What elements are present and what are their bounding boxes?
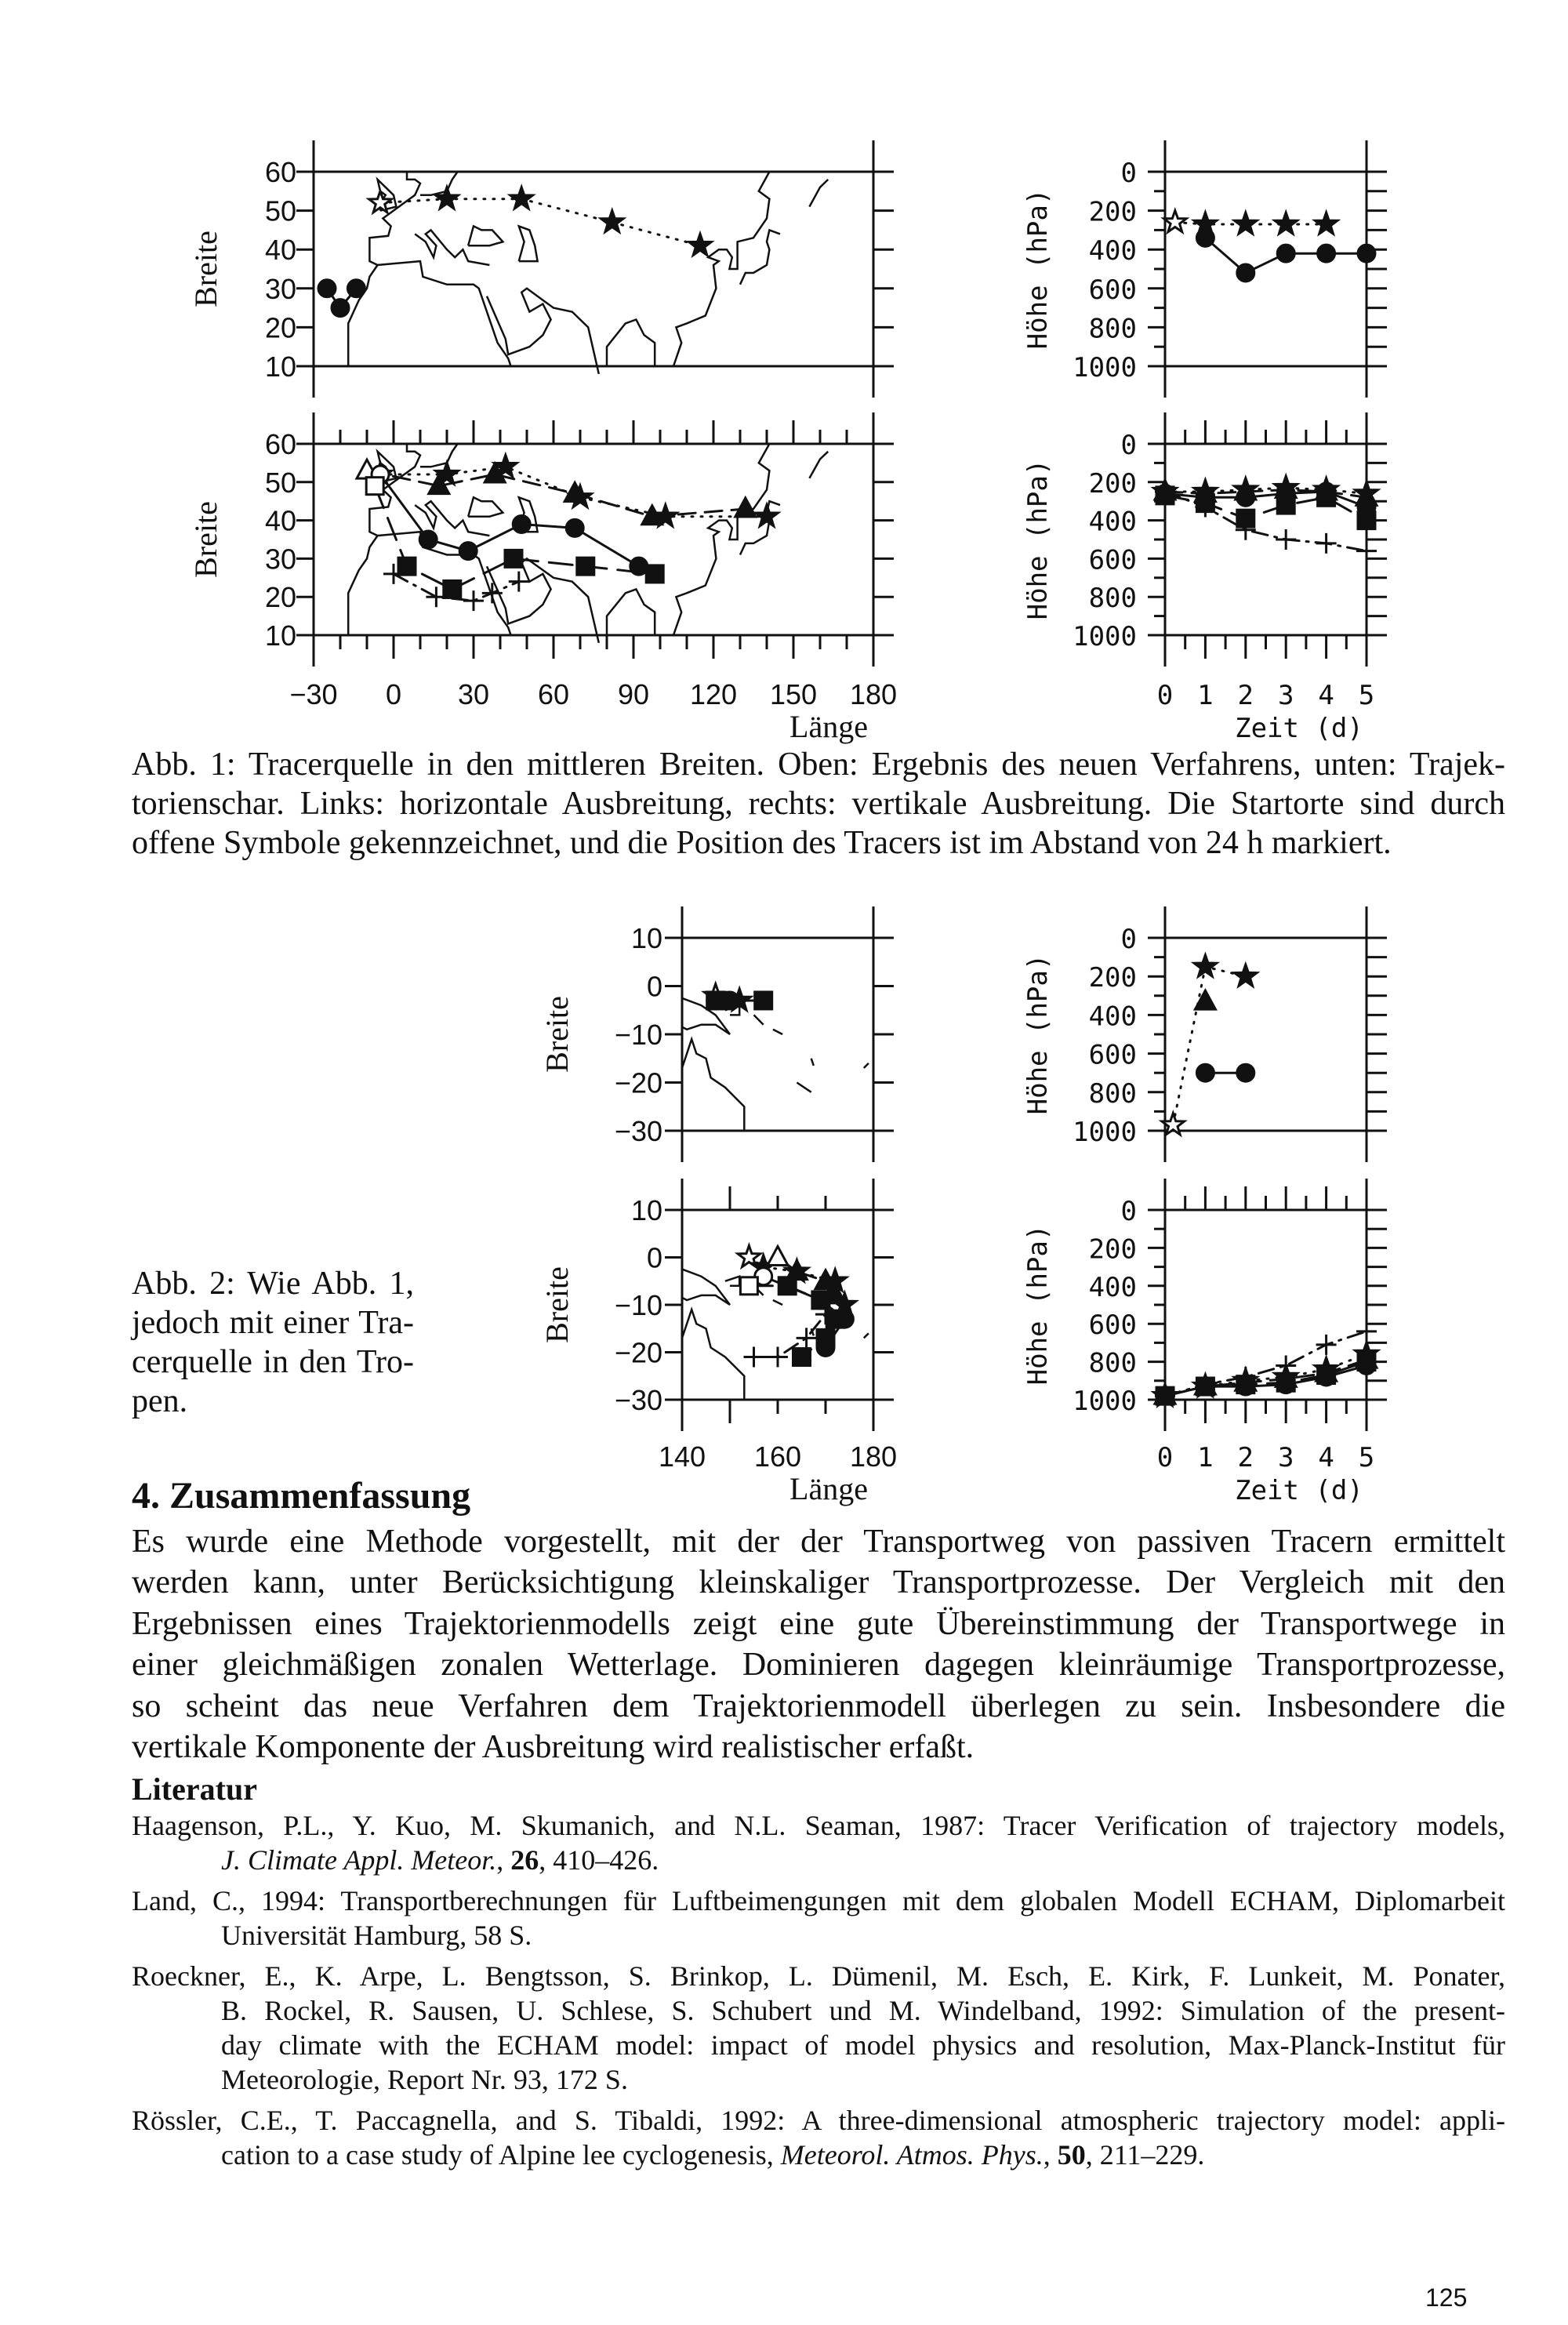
x-tick-label: 90 bbox=[617, 678, 650, 710]
y-tick-label: 200 bbox=[1088, 467, 1137, 500]
circle-marker bbox=[1196, 229, 1214, 246]
journal-name: Meteorol. Atmos. Phys. bbox=[780, 2139, 1044, 2171]
y-tick-label: 1000 bbox=[1073, 1117, 1137, 1148]
fig2-horizontal-top-panel bbox=[539, 906, 894, 1162]
square-marker bbox=[1277, 496, 1294, 514]
circle-marker bbox=[318, 280, 336, 297]
caption-line: cerquelle in den Tro- bbox=[132, 1344, 414, 1380]
star-marker bbox=[1315, 213, 1338, 234]
y-tick-label: −30 bbox=[614, 1115, 662, 1147]
square-marker bbox=[793, 1349, 811, 1366]
square-marker bbox=[505, 550, 522, 567]
y-tick-label: 0 bbox=[1120, 1196, 1137, 1227]
square-marker bbox=[646, 565, 663, 583]
triangle-marker bbox=[735, 498, 756, 517]
coastline bbox=[797, 1083, 811, 1092]
reference-line bbox=[132, 1808, 1505, 1843]
coastline bbox=[773, 1300, 782, 1305]
y-axis-title: Breite bbox=[188, 501, 223, 578]
coastline bbox=[682, 1270, 730, 1305]
square-marker bbox=[812, 1291, 829, 1309]
star-marker bbox=[1275, 213, 1298, 234]
y-tick-label: 30 bbox=[264, 272, 296, 305]
reference-text: Meteorologie, Report Nr. 93, 172 S. bbox=[221, 2064, 628, 2095]
reference-entry bbox=[132, 1884, 1505, 1953]
start-triangle-marker bbox=[768, 1247, 788, 1266]
square-marker bbox=[826, 1310, 844, 1328]
coastline bbox=[740, 230, 780, 284]
plus-marker bbox=[482, 583, 503, 603]
x-tick-label: 1 bbox=[1197, 680, 1214, 711]
reference-entry bbox=[132, 1959, 1505, 2097]
y-tick-label: 600 bbox=[1088, 544, 1137, 576]
square-marker bbox=[707, 992, 724, 1009]
coastline bbox=[607, 589, 655, 635]
coastline bbox=[607, 320, 655, 367]
caption-line: Abb. 2: Wie Abb. 1, bbox=[132, 1266, 414, 1302]
y-tick-label: −20 bbox=[614, 1336, 662, 1369]
x-tick-label: 5 bbox=[1358, 1442, 1375, 1473]
circle-marker bbox=[347, 280, 365, 297]
y-tick-label: 50 bbox=[264, 466, 296, 499]
x-tick-label: 0 bbox=[1156, 1442, 1174, 1473]
reference-text: Rössler, C.E., T. Paccagnella, and S. Tibaldi, 1992: A three-dimensional atmospheric trajectory model: appli- bbox=[132, 2105, 1505, 2136]
square-marker bbox=[398, 558, 416, 575]
star-marker bbox=[1235, 965, 1258, 986]
y-tick-label: 400 bbox=[1088, 506, 1137, 538]
y-axis-title: Höhe (hPa) bbox=[1022, 954, 1054, 1115]
circle-marker bbox=[513, 515, 530, 532]
caption-line: Abb. 1: Tracerquelle in den mittleren Breiten. Oben: Ergebnis des neuen Verfahrens, unten: Trajek- bbox=[132, 747, 1505, 783]
circle-marker bbox=[459, 543, 477, 560]
coastline bbox=[773, 1030, 782, 1034]
square-marker bbox=[779, 1277, 796, 1295]
start-square-marker bbox=[740, 1277, 757, 1295]
x-tick-label: 3 bbox=[1277, 680, 1294, 711]
y-tick-label: 0 bbox=[646, 1241, 662, 1274]
triangle-marker bbox=[1195, 990, 1215, 1009]
fig1-vertical-bottom-panel bbox=[1022, 412, 1387, 744]
y-tick-label: 400 bbox=[1088, 1001, 1137, 1033]
x-tick-label: 2 bbox=[1237, 680, 1254, 711]
x-tick-label: 120 bbox=[689, 678, 738, 710]
series-triangle bbox=[1155, 1349, 1377, 1404]
reference-line bbox=[132, 2103, 1505, 2138]
series-star bbox=[369, 187, 712, 256]
series-line bbox=[754, 1314, 826, 1357]
coastline bbox=[682, 1310, 744, 1400]
paragraph-line: so scheint das neue Verfahren dem Trajektorienmodell überlegen zu sein. Insbesondere die bbox=[132, 1687, 1505, 1724]
reference-entry bbox=[132, 1808, 1505, 1877]
circle-marker bbox=[1318, 245, 1335, 262]
x-tick-label: 3 bbox=[1277, 1442, 1294, 1473]
y-tick-label: 20 bbox=[264, 311, 296, 344]
coastline bbox=[809, 452, 828, 478]
reference-text: , bbox=[1043, 2139, 1058, 2171]
coastline bbox=[754, 1015, 764, 1024]
y-axis-title: Breite bbox=[539, 1266, 575, 1343]
star-marker bbox=[756, 505, 779, 526]
circle-marker bbox=[332, 300, 349, 317]
series-square bbox=[366, 478, 663, 598]
x-tick-label: 5 bbox=[1358, 680, 1375, 711]
reference-entry bbox=[132, 2103, 1505, 2172]
coastline bbox=[673, 172, 769, 366]
y-axis-title: Breite bbox=[188, 231, 223, 307]
paragraph-line: vertikale Komponente der Ausbreitung wird realistischer erfaßt. bbox=[132, 1729, 975, 1766]
reference-list bbox=[132, 1808, 1505, 2178]
reference-text: Roeckner, E., K. Arpe, L. Bengtsson, S. Brinkop, L. Dümenil, M. Esch, E. Kirk, F. Lunkeit, M. Ponater, bbox=[132, 1960, 1505, 1992]
coastline bbox=[725, 1277, 739, 1286]
y-tick-label: 20 bbox=[264, 581, 296, 614]
x-tick-label: 180 bbox=[849, 1440, 898, 1473]
fig1-horizontal-top-panel bbox=[188, 140, 894, 398]
square-marker bbox=[577, 558, 594, 575]
summary-paragraph bbox=[132, 1521, 1505, 1767]
caption-line: offene Symbole gekennzeichnet, und die Position des Tracers ist im Abstand von 24 h markiert. bbox=[132, 825, 1392, 861]
reference-text: cation to a case study of Alpine lee cyclogenesis, bbox=[221, 2139, 781, 2171]
reference-line bbox=[221, 2138, 1505, 2172]
y-axis-title: Breite bbox=[539, 996, 575, 1073]
y-axis-title: Höhe (hPa) bbox=[1022, 1224, 1054, 1386]
reference-line bbox=[221, 1843, 1505, 1877]
reference-text: Haagenson, P.L., Y. Kuo, M. Skumanich, and N.L. Seaman, 1987: Tracer Verification of trajectory models, bbox=[132, 1810, 1505, 1841]
y-tick-label: 200 bbox=[1088, 962, 1137, 994]
y-tick-label: 0 bbox=[1120, 924, 1137, 955]
page-number: 125 bbox=[1425, 2283, 1468, 2312]
coastline bbox=[420, 444, 458, 467]
star-marker bbox=[436, 187, 459, 209]
x-tick-label: 150 bbox=[769, 678, 818, 710]
plus-marker bbox=[1316, 533, 1337, 554]
y-tick-label: −10 bbox=[614, 1019, 662, 1051]
y-tick-label: 40 bbox=[264, 234, 296, 267]
x-tick-label: 30 bbox=[457, 678, 490, 710]
y-tick-label: 800 bbox=[1088, 313, 1137, 345]
circle-marker bbox=[1237, 489, 1254, 506]
volume-number: 26 bbox=[510, 1844, 539, 1876]
y-tick-label: 10 bbox=[264, 351, 296, 383]
series-star bbox=[1154, 1342, 1378, 1405]
y-tick-label: 0 bbox=[646, 970, 662, 1003]
plus-marker bbox=[463, 590, 484, 611]
square-marker bbox=[444, 580, 461, 598]
x-axis-title: Länge bbox=[789, 709, 868, 744]
x-axis-title: Länge bbox=[789, 1471, 868, 1506]
circle-marker bbox=[1277, 245, 1294, 262]
coastline bbox=[348, 261, 510, 366]
series-plus bbox=[1155, 481, 1377, 561]
series-circle bbox=[1196, 229, 1375, 282]
paragraph-line: Ergebnissen eines Trajektorienmodells zeigt eine gute Übereinstimmung der Transportwege in bbox=[132, 1605, 1505, 1642]
y-tick-label: 10 bbox=[264, 619, 296, 652]
circle-marker bbox=[1196, 1064, 1214, 1081]
square-marker bbox=[817, 1329, 834, 1346]
circle-marker bbox=[419, 531, 437, 548]
caption-line: pen. bbox=[132, 1383, 188, 1419]
reference-text: , 211–229. bbox=[1085, 2139, 1205, 2171]
series-triangle bbox=[1195, 990, 1215, 1009]
reference-text: day climate with the ECHAM model: impact of model physics and resolution, Max-Planck-Institut für bbox=[221, 2029, 1505, 2061]
series-line bbox=[380, 199, 700, 246]
y-tick-label: 0 bbox=[1120, 158, 1137, 189]
circle-marker bbox=[566, 519, 583, 536]
y-tick-label: 40 bbox=[264, 504, 296, 537]
x-tick-label: 4 bbox=[1318, 1442, 1334, 1473]
y-tick-label: 60 bbox=[264, 428, 296, 460]
y-tick-label: −30 bbox=[614, 1384, 662, 1416]
start-star-marker bbox=[1164, 211, 1187, 232]
x-tick-label: 160 bbox=[753, 1440, 802, 1473]
coastline bbox=[468, 497, 503, 516]
reference-line bbox=[221, 1918, 1505, 1953]
square-marker bbox=[1318, 489, 1335, 506]
x-tick-label: 1 bbox=[1197, 1442, 1214, 1473]
caption-line: torienschar. Links: horizontale Ausbreitung, rechts: vertikale Ausbreitung. Die Startorte sind durch bbox=[132, 786, 1505, 822]
reference-line bbox=[221, 2062, 1505, 2097]
coastline bbox=[864, 1333, 869, 1338]
plus-marker bbox=[1316, 1335, 1337, 1355]
paragraph-line: Es wurde eine Methode vorgestellt, mit der der Transportweg von passiven Tracern ermittelt bbox=[132, 1524, 1505, 1560]
reference-line bbox=[221, 1993, 1505, 2028]
section-heading: 4. Zusammenfassung bbox=[132, 1475, 471, 1517]
coastline bbox=[415, 230, 489, 265]
y-tick-label: 600 bbox=[1088, 1039, 1137, 1071]
fig1-horizontal-bottom-panel bbox=[188, 412, 897, 744]
coastline bbox=[369, 172, 420, 265]
figure1-caption bbox=[132, 745, 1505, 863]
series-circle bbox=[1196, 1064, 1254, 1081]
y-tick-label: 800 bbox=[1088, 1347, 1137, 1379]
y-tick-label: −10 bbox=[614, 1289, 662, 1321]
y-axis-title: Höhe (hPa) bbox=[1022, 459, 1054, 620]
plus-marker bbox=[1276, 529, 1296, 550]
series-plus bbox=[1155, 1321, 1377, 1406]
reference-text: Land, C., 1994: Transportberechnungen für Luftbeimengungen mit dem globalen Modell ECHAM, Diplomarbeit bbox=[132, 1885, 1505, 1916]
star-marker bbox=[1235, 213, 1258, 234]
y-tick-label: 30 bbox=[264, 543, 296, 576]
fig2-vertical-top-panel bbox=[1022, 906, 1387, 1162]
y-tick-label: 1000 bbox=[1073, 352, 1137, 383]
x-tick-label: 2 bbox=[1237, 1442, 1254, 1473]
x-tick-label: 0 bbox=[1156, 680, 1174, 711]
coastline bbox=[420, 172, 458, 195]
series-triangle bbox=[357, 460, 756, 525]
series-line bbox=[375, 486, 655, 590]
coastline bbox=[468, 226, 503, 245]
y-tick-label: 200 bbox=[1088, 196, 1137, 228]
reference-text: Universität Hamburg, 58 S. bbox=[221, 1920, 532, 1951]
y-axis-title: Höhe (hPa) bbox=[1022, 188, 1054, 350]
y-tick-label: 200 bbox=[1088, 1233, 1137, 1266]
fig2-horizontal-bottom-panel bbox=[539, 1179, 897, 1506]
y-tick-label: −20 bbox=[614, 1066, 662, 1099]
y-tick-label: 1000 bbox=[1073, 621, 1137, 652]
reference-line bbox=[132, 1884, 1505, 1918]
y-tick-label: 800 bbox=[1088, 1077, 1137, 1110]
caption-line: jedoch mit einer Tra- bbox=[132, 1305, 414, 1341]
coastline bbox=[673, 444, 769, 635]
x-tick-label: −30 bbox=[289, 678, 338, 710]
reference-text: , 410–426. bbox=[539, 1844, 659, 1876]
reference-line bbox=[132, 1959, 1505, 1993]
y-tick-label: 60 bbox=[264, 156, 296, 188]
plus-marker bbox=[768, 1347, 788, 1368]
square-marker bbox=[1318, 1367, 1335, 1384]
circle-marker bbox=[1237, 1064, 1254, 1081]
y-tick-label: 400 bbox=[1088, 1271, 1137, 1303]
square-marker bbox=[1358, 512, 1375, 529]
start-square-marker bbox=[366, 478, 383, 495]
series-line bbox=[1173, 967, 1246, 1125]
series-line bbox=[367, 470, 746, 517]
star-marker bbox=[601, 211, 624, 232]
y-tick-label: 10 bbox=[630, 1194, 662, 1226]
square-marker bbox=[755, 992, 772, 1009]
literature-heading: Literatur bbox=[132, 1771, 257, 1807]
x-axis-title: Zeit (d) bbox=[1235, 1475, 1363, 1506]
x-axis-title: Zeit (d) bbox=[1235, 713, 1363, 744]
series-circle bbox=[318, 280, 365, 317]
fig1-vertical-top-panel bbox=[1022, 140, 1387, 398]
y-tick-label: 600 bbox=[1088, 1310, 1137, 1342]
volume-number: 50 bbox=[1057, 2139, 1086, 2171]
x-tick-label: 140 bbox=[658, 1440, 706, 1473]
square-marker bbox=[1358, 1353, 1375, 1371]
y-tick-label: 400 bbox=[1088, 235, 1137, 267]
star-marker bbox=[510, 187, 533, 209]
x-tick-label: 0 bbox=[385, 678, 402, 710]
coastline bbox=[682, 1039, 744, 1131]
reference-text: B. Rockel, R. Sausen, U. Schlese, S. Schubert und M. Windelband, 1992: Simulation of the present- bbox=[221, 1995, 1505, 2026]
star-marker bbox=[689, 234, 712, 255]
x-tick-label: 180 bbox=[849, 678, 898, 710]
y-tick-label: 600 bbox=[1088, 274, 1137, 306]
paragraph-line: einer gleichmäßigen zonalen Wetterlage. Dominieren dagegen kleinräumige Transportprozesse, bbox=[132, 1647, 1505, 1684]
coastline bbox=[811, 1059, 814, 1066]
plus-marker bbox=[744, 1347, 764, 1368]
coastline bbox=[519, 226, 538, 261]
reference-text: , bbox=[496, 1844, 511, 1876]
coastline bbox=[487, 289, 599, 374]
y-tick-label: 50 bbox=[264, 194, 296, 227]
circle-marker bbox=[1237, 264, 1254, 282]
coastline bbox=[809, 180, 828, 207]
series-star bbox=[1164, 211, 1338, 234]
square-marker bbox=[1277, 1374, 1294, 1391]
series-star bbox=[1162, 955, 1257, 1135]
y-tick-label: 0 bbox=[1120, 430, 1137, 461]
paragraph-line: werden kann, unter Berücksichtigung kleinskaliger Transportprozesse. Der Vergleich mit den bbox=[132, 1564, 1505, 1601]
figure2-caption bbox=[132, 1264, 414, 1421]
star-marker bbox=[1194, 955, 1217, 976]
x-tick-label: 60 bbox=[537, 678, 570, 710]
y-tick-label: 800 bbox=[1088, 583, 1137, 615]
journal-name: J. Climate Appl. Meteor. bbox=[221, 1844, 497, 1876]
reference-line bbox=[221, 2028, 1505, 2062]
x-tick-label: 4 bbox=[1318, 680, 1334, 711]
y-tick-label: 1000 bbox=[1073, 1386, 1137, 1417]
y-tick-label: 10 bbox=[630, 922, 662, 954]
circle-marker bbox=[1358, 245, 1375, 262]
fig2-vertical-bottom-panel bbox=[1022, 1179, 1387, 1506]
coastline bbox=[864, 1063, 869, 1068]
